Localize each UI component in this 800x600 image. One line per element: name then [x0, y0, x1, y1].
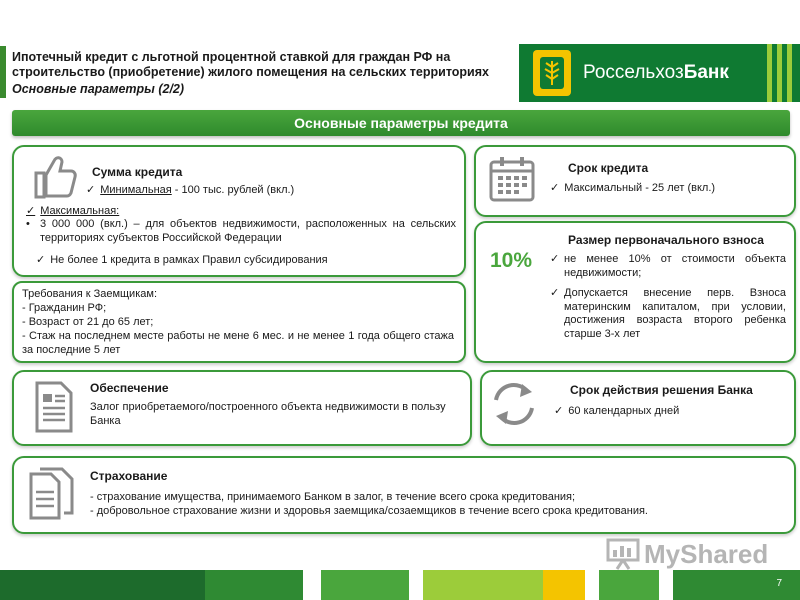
- down-payment-card: [474, 221, 796, 363]
- thumbs-up-icon: [32, 151, 78, 201]
- down-payment-item: ✓ Допускается внесение перв. Взноса материнским капиталом, при условии, достижения возраста второго ребенка старше 3-х лет: [550, 287, 786, 340]
- bank-logo: [519, 44, 800, 102]
- borrower-item: - Гражданин РФ;: [22, 302, 107, 314]
- page-title: Ипотечный кредит с льготной процентной ставкой для граждан РФ на строительство (приобретение) жилого помещения на сельских территориях: [12, 50, 489, 79]
- insurance-card: [12, 456, 796, 534]
- borrower-card: [12, 281, 466, 363]
- presentation-icon: [606, 537, 640, 571]
- loan-limit: ✓ Не более 1 кредита в рамках Правил субсидирования: [36, 254, 328, 268]
- term-item: ✓ Максимальный - 25 лет (вкл.): [550, 182, 715, 196]
- borrower-item: - Стаж на последнем месте работы не мене 6 мес. и не менее 1 года общего стажа за последние 5 лет: [22, 330, 454, 356]
- insurance-title: Страхование: [90, 469, 168, 483]
- documents-icon: [28, 466, 76, 522]
- loan-max-item: • 3 000 000 (вкл.) – для объектов недвижимости, расположенных на сельских территориях субъектов Российской Федерации: [26, 218, 456, 244]
- borrower-title: Требования к Заемщикам:: [22, 288, 157, 300]
- decision-card: [480, 370, 796, 446]
- footer-stripe: [0, 570, 800, 600]
- loan-max-label: ✓ Максимальная:: [26, 205, 119, 219]
- section-banner: Основные параметры кредита: [12, 110, 790, 136]
- insurance-item: - страхование имущества, принимаемого Банком в залог, в течение всего срока кредитования;: [90, 491, 576, 503]
- loan-amount-card: [12, 145, 466, 277]
- bank-logo-emblem: [533, 50, 571, 96]
- collateral-text: Залог приобретаемого/построенного объекта недвижимости в пользу Банка: [90, 401, 446, 427]
- loan-amount-title: Сумма кредита: [92, 165, 183, 179]
- down-payment-item: ✓ не менее 10% от стоимости объекта недвижимости;: [550, 253, 786, 279]
- collateral-card: [12, 370, 472, 446]
- collateral-title: Обеспечение: [90, 381, 169, 395]
- down-payment-badge: 10%: [490, 249, 533, 272]
- document-icon: [34, 380, 74, 434]
- loan-min: ✓ Минимальная - 100 тыс. рублей (вкл.): [86, 184, 294, 198]
- calendar-icon: [488, 155, 536, 203]
- down-payment-title: Размер первоначального взноса: [568, 233, 764, 247]
- term-title: Срок кредита: [568, 161, 649, 175]
- bank-logo-text: РоссельхозБанк: [583, 62, 729, 83]
- refresh-icon: [488, 378, 540, 430]
- borrower-item: - Возраст от 21 до 65 лет;: [22, 316, 154, 328]
- term-card: [474, 145, 796, 217]
- insurance-item: - добровольное страхование жизни и здоровья заемщика/созаемщиков в течение всего срока кредитования.: [90, 505, 648, 517]
- watermark: MyShared: [606, 537, 768, 571]
- decision-item: ✓ 60 календарных дней: [554, 405, 679, 419]
- decision-title: Срок действия решения Банка: [570, 383, 753, 397]
- page-subtitle: Основные параметры (2/2): [12, 82, 185, 96]
- title-accent-bar: [0, 46, 6, 98]
- logo-stripes: [767, 44, 792, 102]
- page-number: 7: [776, 578, 782, 589]
